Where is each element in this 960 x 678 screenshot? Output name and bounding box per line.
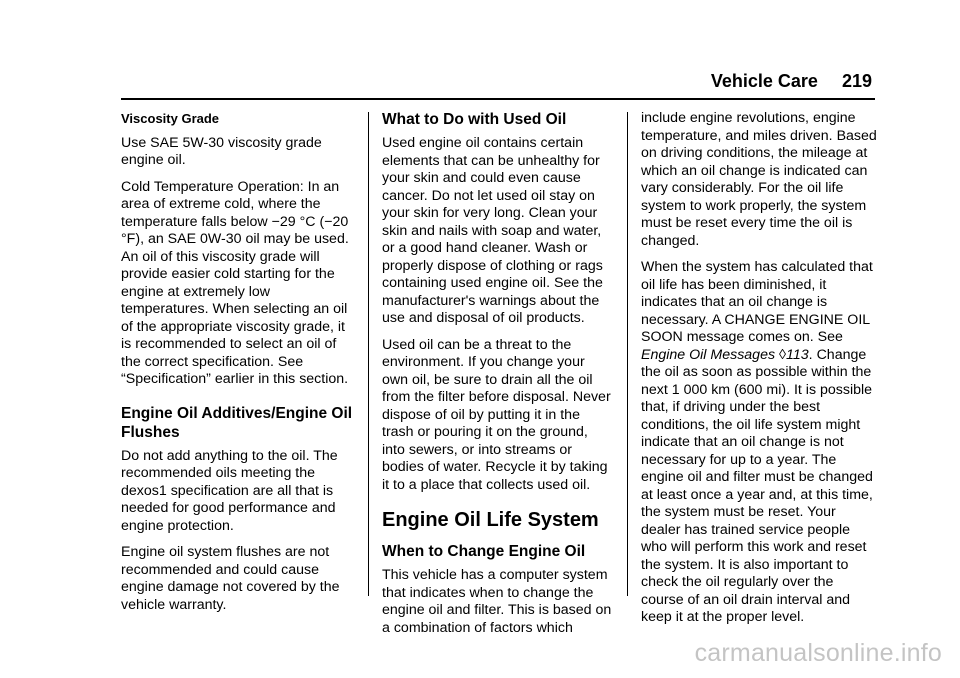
column-3 <box>641 110 877 636</box>
viscosity-grade-heading: Viscosity Grade <box>121 111 220 126</box>
column-2 <box>382 110 614 646</box>
additives-heading: Engine Oil Additives/Engine Oil Flushes <box>121 404 353 441</box>
paragraph-oil-life-factors: include engine revolutions, engine temperature, and miles driven. Based on driving conditions, the mileage at which an oil change is indicated can vary considerably. For the oil life system to work properly, the system must be reset every time the oil is changed. <box>641 110 877 249</box>
message-rest-text: Change the oil as soon as possible within the next 1 000 km (600 mi). It is possible that, if driving under the best conditions, the oil life system might indicate that an oil change is not necessary for up to a year. The engine oil and filter must be changed at least once a year and, at this time, the system must be reset. Your dealer has trained service people who will perform this work and reset the system. It is also important to check the oil regularly over the course of an oil drain interval and keep it at the proper level. <box>641 346 873 625</box>
column-divider-left <box>368 112 369 596</box>
column-1 <box>121 110 357 623</box>
column-divider-right <box>627 112 628 596</box>
paragraph-additives: Do not add anything to the oil. The recommended oils meeting the dexos1 specification are all that is needed for good performance and engine protection. <box>121 447 338 534</box>
page-header <box>711 70 872 92</box>
used-oil-heading: What to Do with Used Oil <box>382 111 567 128</box>
paragraph-used-oil-health: Used engine oil contains certain elements that can be unhealthy for your skin and could even cause cancer. Do not let used oil stay on your skin for very long. Clean your skin and nails with soap and water, or a good hand cleaner. Wash or properly dispose of clothing or rags containing used engine oil. See the manufacturer's warnings about the use and disposal of oil products. <box>382 135 603 326</box>
engine-oil-messages-link[interactable]: Engine Oil Messages <box>641 346 776 363</box>
paragraph-oil-life-intro: This vehicle has a computer system that indicates when to change the engine oil and filter. This is based on a combination of factors which <box>382 567 612 636</box>
page-ref-period: . <box>808 346 813 363</box>
when-to-change-heading: When to Change Engine Oil <box>382 543 586 560</box>
paragraph-used-oil-environment: Used oil can be a threat to the environment. If you change your own oil, be sure to drain all the oil from the filter before disposal. Never dispose of oil by putting it in the trash or pouring it on the ground, into sewers, or into streams or bodies of water. Recycle it by taking it to a place that collects used oil. <box>382 336 611 493</box>
message-intro-text: When the system has calculated that oil life has been diminished, it indicates that an oil change is necessary. A CHANGE ENGINE OIL SOON message comes on. See <box>641 259 873 345</box>
paragraph-flushes: Engine oil system flushes are not recommended and could cause engine damage not covered by the vehicle warranty. <box>121 544 340 613</box>
watermark: carmanualsonline.info <box>694 639 942 667</box>
page-ref-icon: ◊ <box>779 346 787 363</box>
paragraph-oil-life-message <box>641 259 877 627</box>
page-ref-number[interactable]: 113 <box>786 346 809 363</box>
header-rule <box>121 98 875 100</box>
page-number: 219 <box>841 71 872 91</box>
section-title: Vehicle Care <box>710 71 818 91</box>
paragraph-viscosity: Use SAE 5W-30 viscosity grade engine oil. <box>121 134 322 168</box>
oil-life-system-heading: Engine Oil Life System <box>382 509 599 531</box>
paragraph-cold-temperature: Cold Temperature Operation: In an area of extreme cold, where the temperature falls below −29 °C (−20 °F), an SAE 0W-30 oil may be used. An oil of this viscosity grade will provide easier cold starting for the engine at extremely low temperatures. When selecting an oil of the appropriate viscosity grade, it is recommended to select an oil of the correct specification. See “Specification” earlier in this section. <box>121 178 349 387</box>
